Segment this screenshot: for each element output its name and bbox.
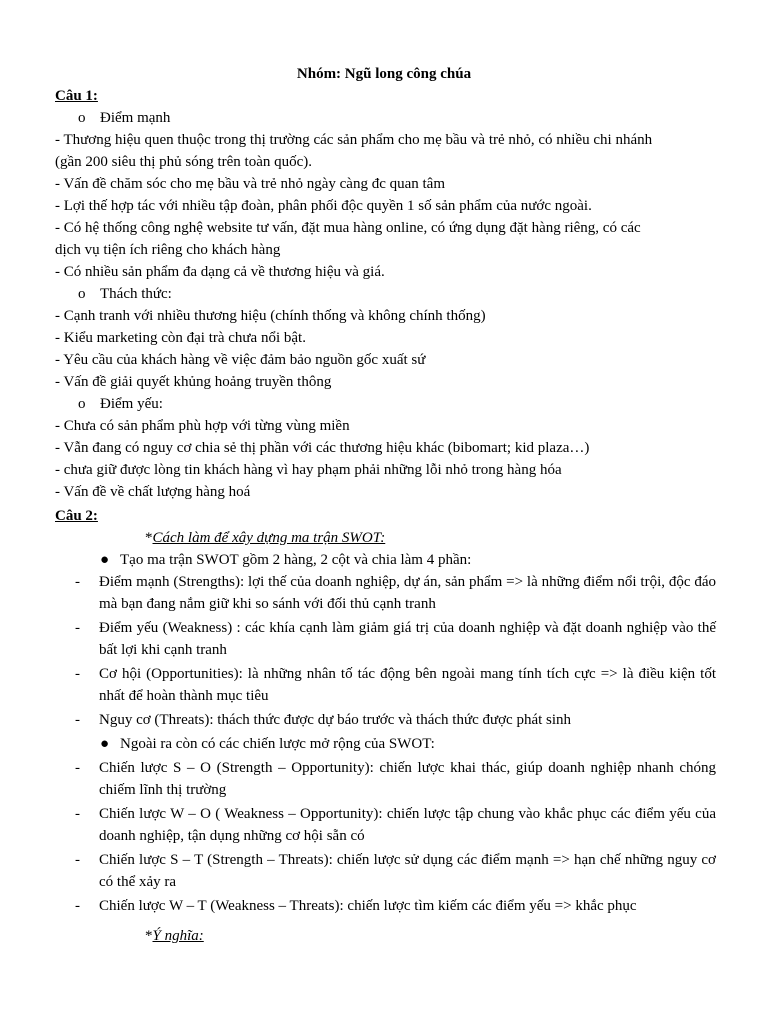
bullet-text: Tạo ma trận SWOT gồm 2 hàng, 2 cột và chia làm 4 phần: (120, 552, 472, 568)
challenge-line: - Cạnh tranh với nhiều thương hiệu (chính thống và không chính thống) (55, 308, 486, 324)
strategy-item (75, 895, 716, 917)
weaknesses-label: Điểm yếu: (100, 396, 163, 412)
swot-item (75, 709, 716, 731)
strength-line: dịch vụ tiện ích riêng cho khách hàng (55, 242, 281, 258)
meaning-prefix: * (145, 928, 153, 944)
challenge-line: - Vấn đề giải quyết khủng hoảng truyền thông (55, 374, 332, 390)
bullet-row (100, 733, 716, 755)
strength-line: - Có nhiều sản phẩm đa dạng cả về thương hiệu và giá. (55, 264, 385, 280)
strength-line: - Thương hiệu quen thuộc trong thị trường các sản phẩm cho mẹ bầu và trẻ nhỏ, có nhiều chi nhánh (55, 132, 653, 148)
swot-item-text: Cơ hội (Opportunities): là những nhân tố tác động bên ngoài mang tính tích cực => là điều kiện tốt nhất để hoàn thành mục tiêu (99, 666, 716, 704)
dash-marker: - (75, 574, 80, 590)
dot-bullet-icon: ● (100, 736, 110, 752)
strategy-item-text: Chiến lược W – T (Weakness – Threats): chiến lược tìm kiếm các điểm yếu => khắc phục (99, 898, 637, 914)
dash-marker: - (75, 806, 80, 822)
strategy-item-text: Chiến lược S – O (Strength – Opportunity): chiến lược khai thác, giúp doanh nghiệp nhanh chóng chiếm lĩnh thị trường (99, 760, 716, 798)
strength-line: - Vấn đề chăm sóc cho mẹ bầu và trẻ nhỏ ngày càng đc quan tâm (55, 176, 445, 192)
weakness-line: - Vẫn đang có nguy cơ chia sẻ thị phần với các thương hiệu khác (bibomart; kid plaza…) (55, 440, 590, 456)
method-title-row (145, 527, 716, 549)
dash-marker: - (75, 760, 80, 776)
swot-item-text: Điểm mạnh (Strengths): lợi thế của doanh nghiệp, dự án, sản phẩm => là những điểm nổi trội, độc đáo mà bạn đang nắm giữ khi so sánh với đối thủ cạnh tranh (99, 574, 716, 612)
swot-item-text: Nguy cơ (Threats): thách thức được dự báo trước và thách thức được phát sinh (99, 712, 572, 728)
swot-item (75, 617, 716, 661)
strength-line: - Có hệ thống công nghệ website tư vấn, đặt mua hàng online, có ứng dụng đặt hàng riêng, có các (55, 220, 641, 236)
method-prefix: * (145, 530, 153, 546)
bullet-text: Ngoài ra còn có các chiến lược mở rộng của SWOT: (120, 736, 435, 752)
dash-marker: - (75, 666, 80, 682)
method-title: Cách làm để xây dựng ma trận SWOT: (152, 530, 386, 546)
circle-bullet-icon: o (78, 396, 86, 412)
strength-line: (gần 200 siêu thị phủ sóng trên toàn quốc). (55, 154, 313, 170)
swot-item (75, 571, 716, 615)
dash-marker: - (75, 712, 80, 728)
strategy-item-text: Chiến lược S – T (Strength – Threats): chiến lược sử dụng các điểm mạnh => hạn chế những nguy cơ có thể xảy ra (99, 852, 716, 890)
dash-marker: - (75, 852, 80, 868)
weakness-line: - chưa giữ được lòng tin khách hàng vì hay phạm phải những lỗi nhỏ trong hàng hóa (55, 462, 562, 478)
dot-bullet-icon: ● (100, 552, 110, 568)
strategy-item (75, 757, 716, 801)
strategy-item (75, 849, 716, 893)
circle-bullet-icon: o (78, 286, 86, 302)
weaknesses-label-row (78, 393, 716, 415)
swot-item (75, 663, 716, 707)
meaning-title: Ý nghĩa: (152, 928, 204, 944)
challenge-line: - Kiểu marketing còn đại trà chưa nổi bật. (55, 330, 306, 346)
bullet-row (100, 549, 716, 571)
strengths-label-row (78, 107, 716, 129)
dash-marker: - (75, 898, 80, 914)
dash-marker: - (75, 620, 80, 636)
challenges-label-row (78, 283, 716, 305)
circle-bullet-icon: o (78, 110, 86, 126)
challenge-line: - Yêu cầu của khách hàng về việc đảm bảo nguồn gốc xuất sứ (55, 352, 426, 368)
weakness-line: - Chưa có sản phẩm phù hợp với từng vùng miền (55, 418, 350, 434)
weakness-line: - Vấn đề về chất lượng hàng hoá (55, 484, 251, 500)
q1-heading: Câu 1: (55, 88, 98, 104)
meaning-title-row (145, 925, 716, 947)
challenges-label: Thách thức: (100, 286, 172, 302)
document-title: Nhóm: Ngũ long công chúa (296, 66, 472, 82)
strategy-item-text: Chiến lược W – O ( Weakness – Opportunity): chiến lược tập chung vào khắc phục các điểm yếu của doanh nghiệp, tận dụng những cơ hội sẵn có (99, 806, 716, 844)
strategy-item (75, 803, 716, 847)
strength-line: - Lợi thế hợp tác với nhiều tập đoàn, phân phối độc quyền 1 số sản phẩm của nước ngoài. (55, 198, 592, 214)
q2-heading: Câu 2: (55, 508, 98, 524)
swot-item-text: Điểm yếu (Weakness) : các khía cạnh làm giảm giá trị của doanh nghiệp và đặt doanh nghiệp vào thế bất lợi khi cạnh tranh (99, 620, 716, 658)
strengths-label: Điểm mạnh (100, 110, 171, 126)
